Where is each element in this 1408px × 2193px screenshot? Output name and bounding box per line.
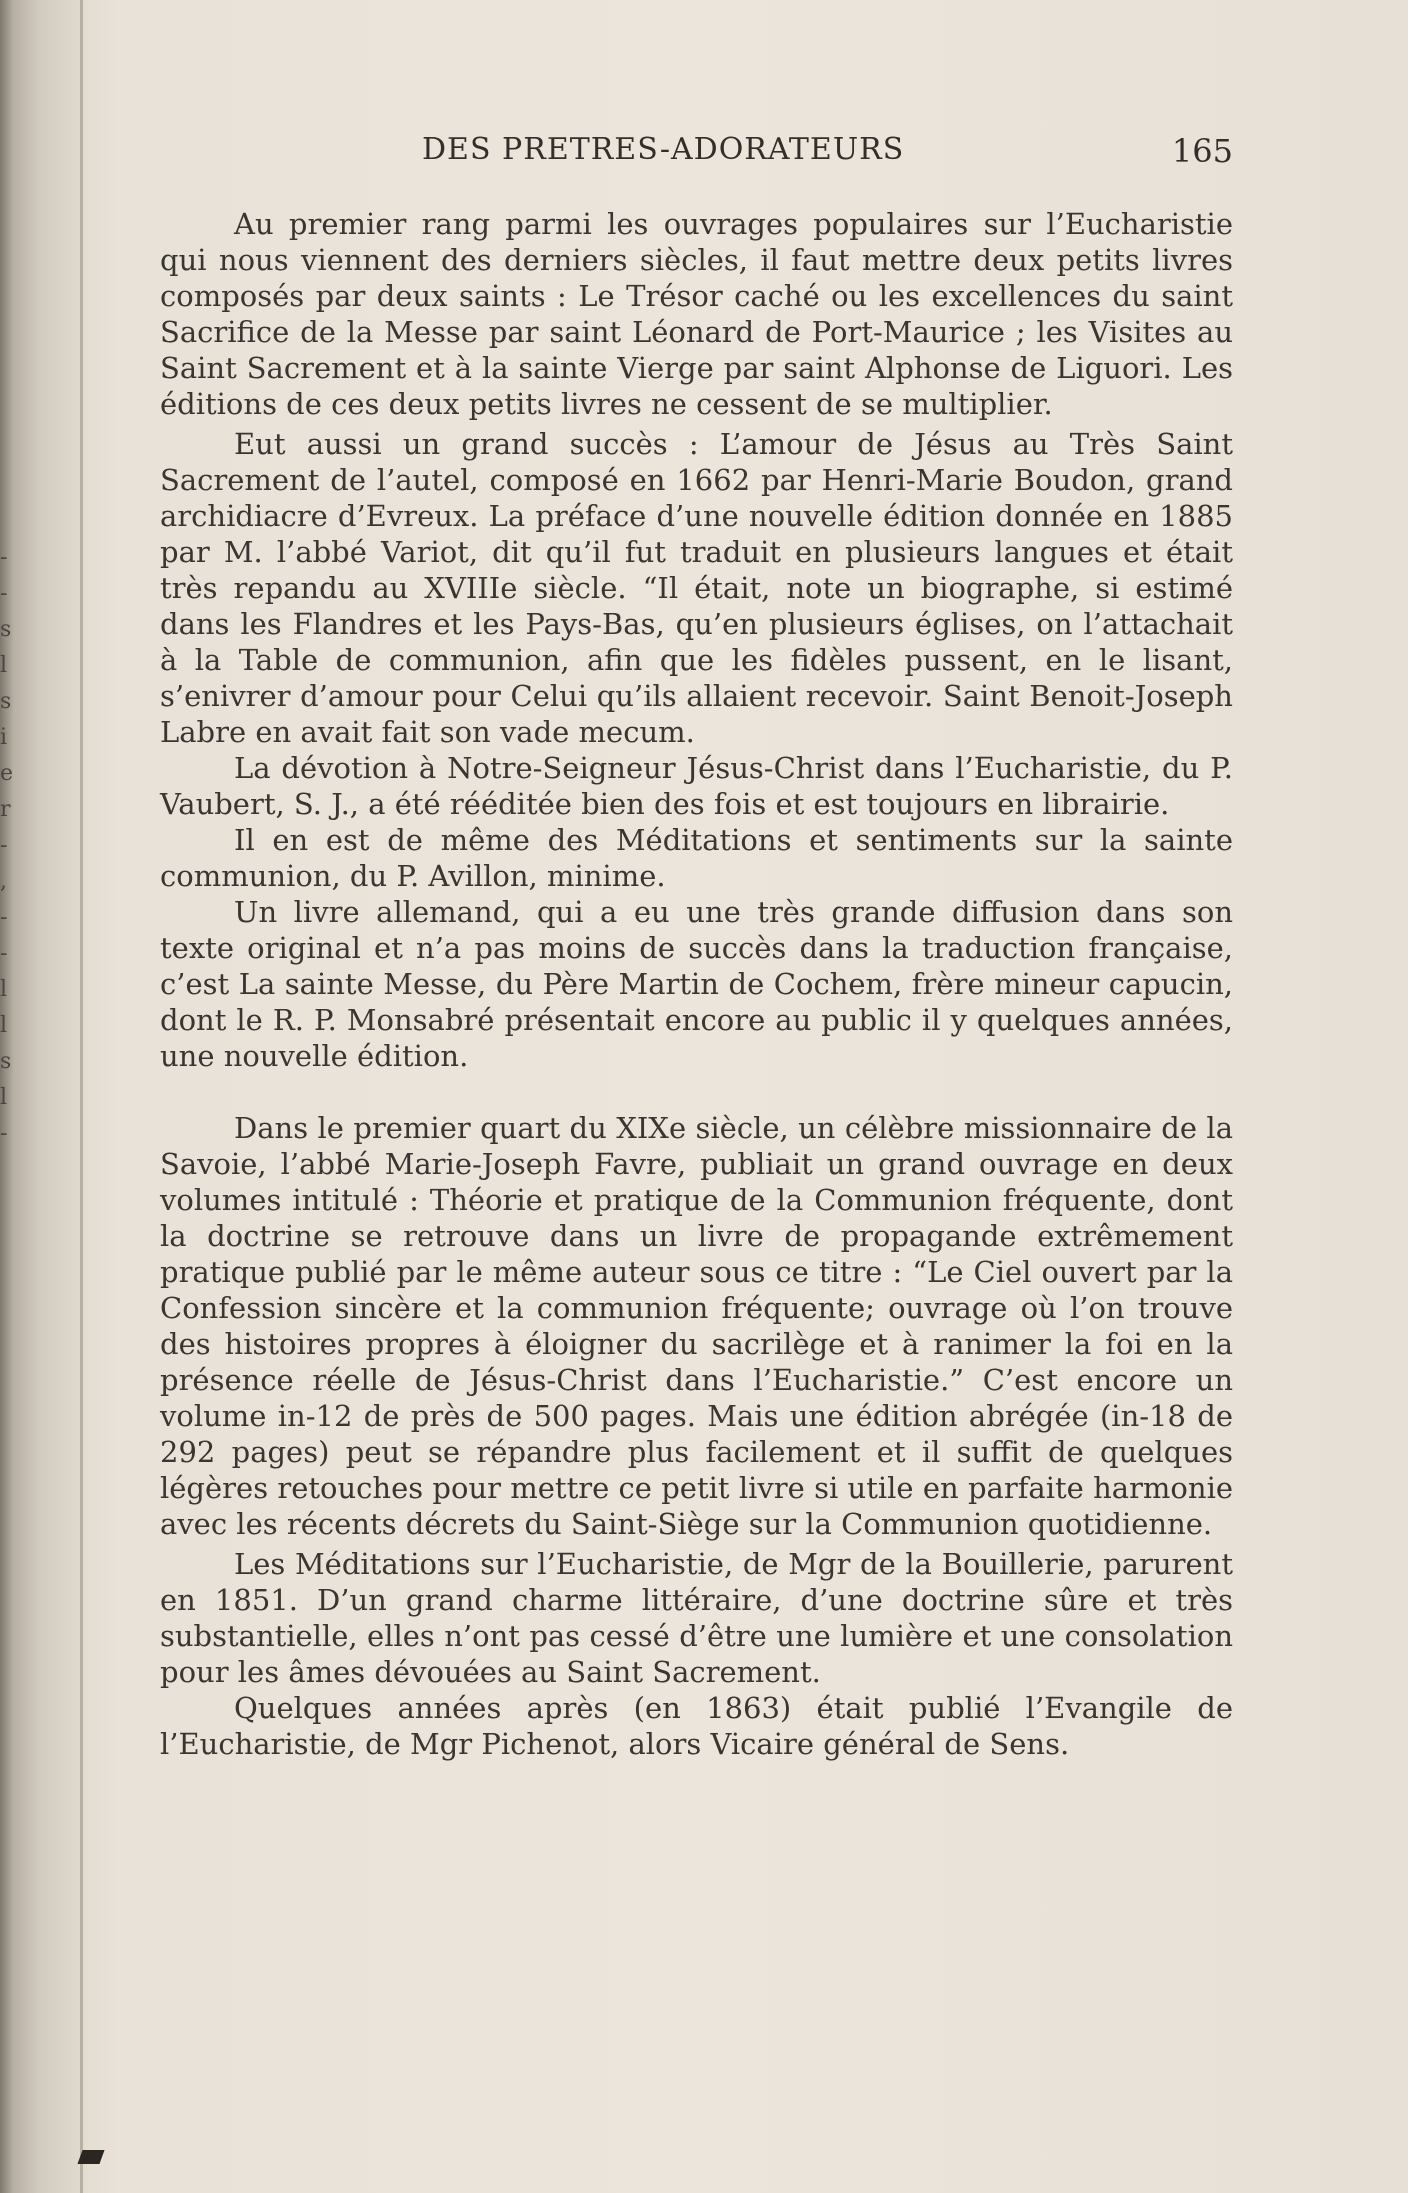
bleed-glyph: - [0,545,8,570]
paragraph: Eut aussi un grand succès : L’amour de Jésus au Très Saint Sacrement de l’autel, composé en 1662 par Henri-Marie Boudon, grand archidiacre d’Evreux. La préface d’une nouvelle édition donnée en 1885 par M. l’abbé Variot, dit qu’il fut traduit en plusieurs langues et était très repandu au XVIIIe siècle. “Il était, note un biographe, si estimé dans les Flandres et les Pays-Bas, qu’en plusieurs églises, on l’attachait à la Table de communion, afin que les fidèles pussent, en le lisant, s’enivrer d’amour pour Celui qu’ils allaient recevoir. Saint Benoit-Joseph Labre en avait fait son vade mecum. [160,427,1233,749]
paragraph: Quelques années après (en 1863) était publié l’Evangile de l’Eucharistie, de Mgr Pichenot, alors Vicaire général de Sens. [160,1691,1233,1761]
bleed-glyph: s [0,1049,12,1074]
bleed-glyph: - [0,581,8,606]
bleed-glyph: - [0,941,8,966]
bleed-glyph: - [0,905,8,930]
bleed-glyph: e [0,761,14,786]
binding-gutter-line [80,0,83,2193]
running-title: DES PRETRES-ADORATEURS [422,132,905,167]
page-header [160,132,1233,178]
paragraph: Il en est de même des Méditations et sentiments sur la sainte communion, du P. Avillon, minime. [160,823,1233,893]
binding-corner-mark [77,2150,104,2164]
bleed-glyph: l [0,653,8,678]
bleed-glyph: s [0,617,12,642]
bleed-glyph: i [0,725,8,750]
bleed-glyph: , [0,869,7,894]
body-text [160,206,1233,1762]
page-number: 165 [1171,132,1233,170]
facing-page-bleed-text [0,540,20,1152]
bleed-glyph: l [0,977,8,1002]
bleed-glyph: l [0,1013,8,1038]
bleed-glyph: s [0,689,12,714]
bleed-glyph: - [0,1121,8,1146]
bleed-glyph: - [0,833,8,858]
paragraph: Dans le premier quart du XIXe siècle, un célèbre missionnaire de la Savoie, l’abbé Marie-Joseph Favre, publiait un grand ouvrage en deux volumes intitulé : Théorie et pratique de la Communion fréquente, dont la doctrine se retrouve dans un livre de propagande extrêmement pratique publié par le même auteur sous ce titre : “Le Ciel ouvert par la Confession sincère et la communion fréquente; ouvrage où l’on trouve des histoires propres à éloigner du sacrilège et à ranimer la foi en la présence réelle de Jésus-Christ dans l’Eucharistie.” C’est encore un volume in-12 de près de 500 pages. Mais une édition abrégée (in-18 de 292 pages) peut se répandre plus facilement et il suffit de quelques légères retouches pour mettre ce petit livre si utile en parfaite harmonie avec les récents décrets du Saint-Siège sur la Communion quotidienne. [160,1111,1233,1541]
paragraph: Un livre allemand, qui a eu une très grande diffusion dans son texte original et n’a pas moins de succès dans la traduction française, c’est La sainte Messe, du Père Martin de Cochem, frère mineur capucin, dont le R. P. Monsabré présentait encore au public il y quelques années, une nouvelle édition. [160,895,1233,1073]
paragraph: La dévotion à Notre-Seigneur Jésus-Christ dans l’Eucharistie, du P. Vaubert, S. J., a été rééditée bien des fois et est toujours en librairie. [160,751,1233,821]
bleed-glyph: l [0,1085,8,1110]
bleed-glyph: r [0,797,11,822]
paragraph: Au premier rang parmi les ouvrages populaires sur l’Eucharistie qui nous viennent des derniers siècles, il faut mettre deux petits livres composés par deux saints : Le Trésor caché ou les excellences du saint Sacrifice de la Messe par saint Léonard de Port-Maurice ; les Visites au Saint Sacrement et à la sainte Vierge par saint Alphonse de Liguori. Les éditions de ces deux petits livres ne cessent de se multiplier. [160,207,1233,421]
paragraph: Les Méditations sur l’Eucharistie, de Mgr de la Bouillerie, parurent en 1851. D’un grand charme littéraire, d’une doctrine sûre et très substantielle, elles n’ont pas cessé d’être une lumière et une consolation pour les âmes dévouées au Saint Sacrement. [160,1547,1233,1689]
